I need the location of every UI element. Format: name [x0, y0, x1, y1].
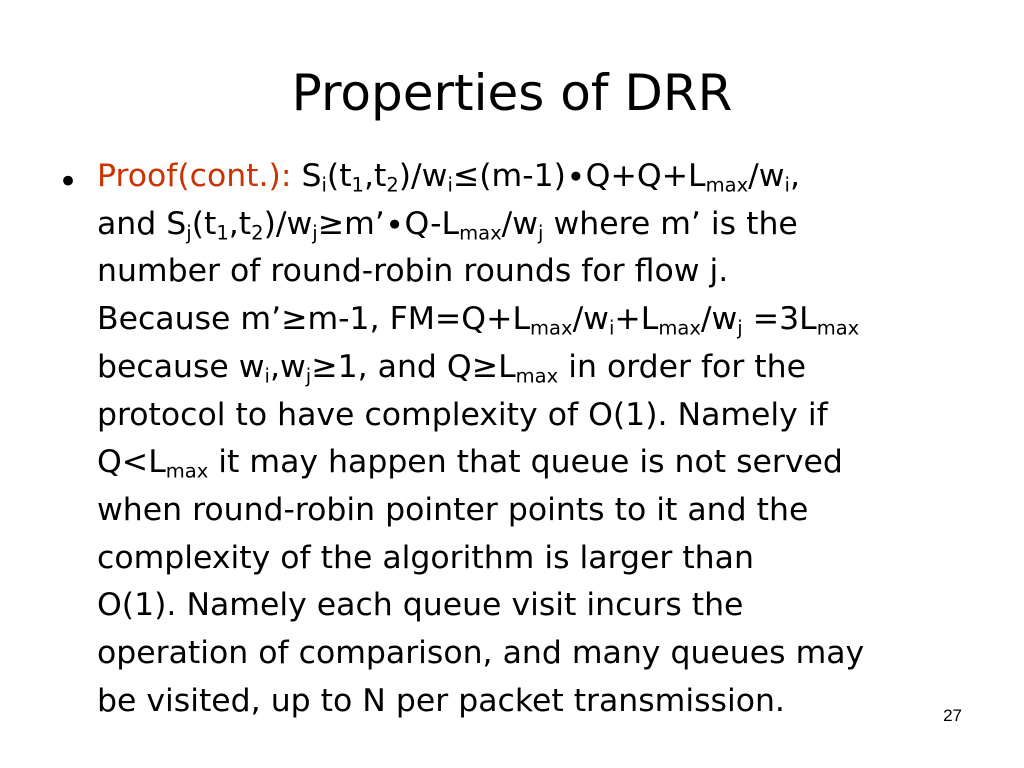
sub-max: max [165, 459, 209, 483]
sub-j: j [305, 364, 312, 388]
formula-part: ,t [228, 205, 252, 242]
sub-max: max [530, 316, 573, 340]
text-line: and S [97, 205, 187, 242]
text-line: where m’ is the [543, 205, 798, 242]
sub-i: i [784, 173, 790, 197]
proof-paragraph [97, 153, 977, 725]
sub-i: i [321, 173, 327, 197]
sub-2: 2 [386, 173, 399, 197]
formula-part: (t [191, 205, 217, 242]
formula-part: )/w [263, 205, 313, 242]
bullet-icon: • [58, 162, 79, 202]
text-line: protocol to have complexity of O(1). Namely if [97, 396, 828, 433]
formula-s: S [301, 158, 322, 194]
sub-max: max [515, 364, 559, 388]
sub-max: max [459, 221, 502, 245]
formula-part: ,t [363, 158, 387, 194]
sub-2: 2 [251, 221, 264, 245]
sub-j: j [312, 221, 318, 245]
sub-i: i [264, 364, 270, 388]
formula-part: ≤(m-1)∙Q+Q+L [452, 158, 706, 194]
formula-part: /w [572, 301, 609, 338]
sub-1: 1 [351, 173, 364, 197]
sub-1: 1 [216, 221, 229, 245]
text-line: be visited, up to N per packet transmission. [97, 682, 785, 719]
formula-part: ,w [269, 348, 306, 385]
text-line: number of round-robin rounds for flow j. [97, 253, 729, 290]
formula-part: ≥1, and Q≥L [311, 348, 516, 385]
sub-i: i [447, 173, 453, 197]
text-line: when round-robin pointer points to it and the [97, 491, 809, 528]
text-line: operation of comparison, and many queues may [97, 635, 865, 672]
sub-j: j [186, 221, 192, 245]
text-line: because w [97, 348, 265, 385]
sub-max: max [816, 316, 860, 340]
text-line: in order for the [558, 348, 806, 385]
text-line: Because m’≥m-1, FM=Q+L [97, 301, 531, 338]
formula-part: /w [501, 205, 539, 242]
text-line: O(1). Namely each queue visit incurs the [97, 587, 744, 624]
formula-part: /w [700, 301, 738, 338]
sub-max: max [658, 316, 701, 340]
proof-label: Proof(cont.): [97, 158, 292, 194]
text-line: Q<L [97, 444, 166, 481]
sub-max: max [705, 173, 749, 197]
formula-part: (t [326, 158, 352, 194]
slide-title: Properties of DRR [291, 64, 733, 122]
page-number: 27 [943, 706, 962, 725]
sub-i: i [608, 316, 615, 340]
formula-part: ≥m’∙Q-L [317, 205, 460, 242]
formula-part: )/w [398, 158, 448, 194]
text-line: complexity of the algorithm is larger than [97, 539, 754, 576]
sub-j: j [737, 316, 743, 340]
formula-part: +L [614, 301, 659, 338]
text-line: it may happen that queue is not served [208, 444, 843, 481]
sub-j: j [538, 221, 544, 245]
formula-part: /w [748, 158, 785, 194]
formula-part: , [789, 158, 800, 194]
formula-part: =3L [742, 301, 817, 338]
